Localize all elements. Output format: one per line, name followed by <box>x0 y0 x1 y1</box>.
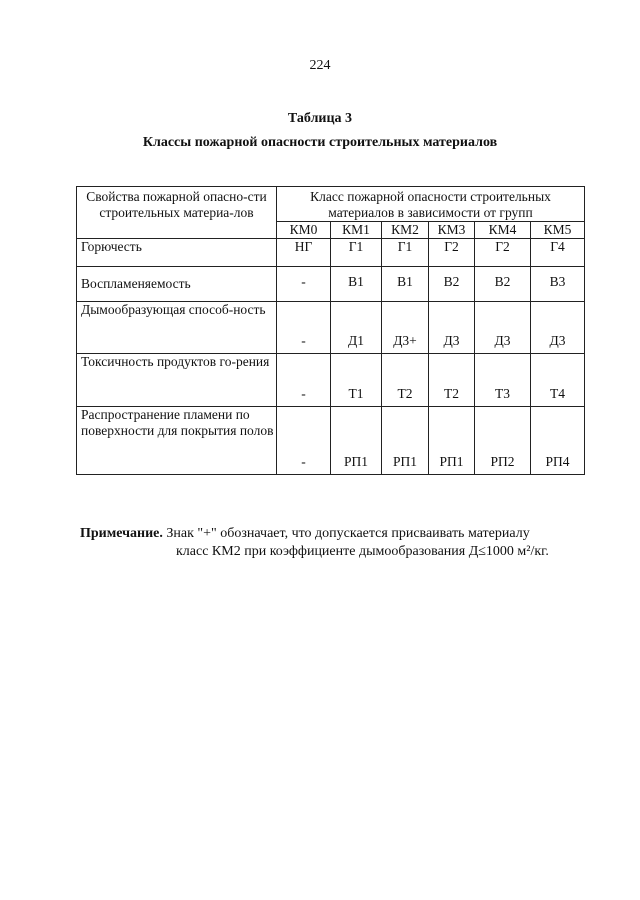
row-value: Д3 <box>531 302 585 354</box>
row-value: РП2 <box>475 407 531 475</box>
table-row <box>77 354 585 407</box>
row-property: Распространение пламени по поверхности для покрытия полов <box>77 407 277 475</box>
row-value: Г2 <box>429 239 475 267</box>
header-class: КМ0 <box>277 222 331 239</box>
row-property: Воспламеняемость <box>77 267 277 302</box>
row-value: НГ <box>277 239 331 267</box>
note-text-2: класс КМ2 при коэффициенте дымообразования Д≤1000 м²/кг. <box>176 544 549 559</box>
row-value: РП4 <box>531 407 585 475</box>
row-value: - <box>277 302 331 354</box>
row-value: Г4 <box>531 239 585 267</box>
row-value: Т2 <box>382 354 429 407</box>
table-row <box>77 267 585 302</box>
header-class: КМ5 <box>531 222 585 239</box>
table-row <box>77 302 585 354</box>
page-number: 224 <box>309 58 331 73</box>
row-value: В3 <box>531 267 585 302</box>
row-value: РП1 <box>429 407 475 475</box>
header-class: КМ2 <box>382 222 429 239</box>
table-row <box>77 239 585 267</box>
header-class: КМ3 <box>429 222 475 239</box>
row-value: - <box>277 354 331 407</box>
row-value: Т1 <box>331 354 382 407</box>
header-class: КМ1 <box>331 222 382 239</box>
header-class-group: Класс пожарной опасности строительных материалов в зависимости от групп <box>277 187 585 222</box>
row-value: - <box>277 407 331 475</box>
row-value: Д3+ <box>382 302 429 354</box>
table-row <box>77 407 585 475</box>
row-value: РП1 <box>382 407 429 475</box>
row-value: Г1 <box>382 239 429 267</box>
row-value: Д3 <box>475 302 531 354</box>
fire-hazard-table <box>76 186 585 475</box>
row-value: В1 <box>382 267 429 302</box>
table-title: Классы пожарной опасности строительных материалов <box>142 135 498 150</box>
row-value: Т4 <box>531 354 585 407</box>
row-value: В1 <box>331 267 382 302</box>
header-property: Свойства пожарной опасно-сти строительных материа-лов <box>77 187 277 239</box>
row-value: Т2 <box>429 354 475 407</box>
table-label: Таблица 3 <box>287 111 353 126</box>
row-value: Т3 <box>475 354 531 407</box>
row-value: Г2 <box>475 239 531 267</box>
note-text-1: Знак "+" обозначает, что допускается присваивать материалу <box>166 526 530 541</box>
row-property: Токсичность продуктов го-рения <box>77 354 277 407</box>
row-property: Горючесть <box>77 239 277 267</box>
row-value: - <box>277 267 331 302</box>
header-class: КМ4 <box>475 222 531 239</box>
row-value: РП1 <box>331 407 382 475</box>
row-property: Дымообразующая способ-ность <box>77 302 277 354</box>
note-label: Примечание. <box>80 526 163 541</box>
row-value: В2 <box>475 267 531 302</box>
note-line-1 <box>80 525 530 543</box>
row-value: Д1 <box>331 302 382 354</box>
row-value: Д3 <box>429 302 475 354</box>
row-value: В2 <box>429 267 475 302</box>
row-value: Г1 <box>331 239 382 267</box>
